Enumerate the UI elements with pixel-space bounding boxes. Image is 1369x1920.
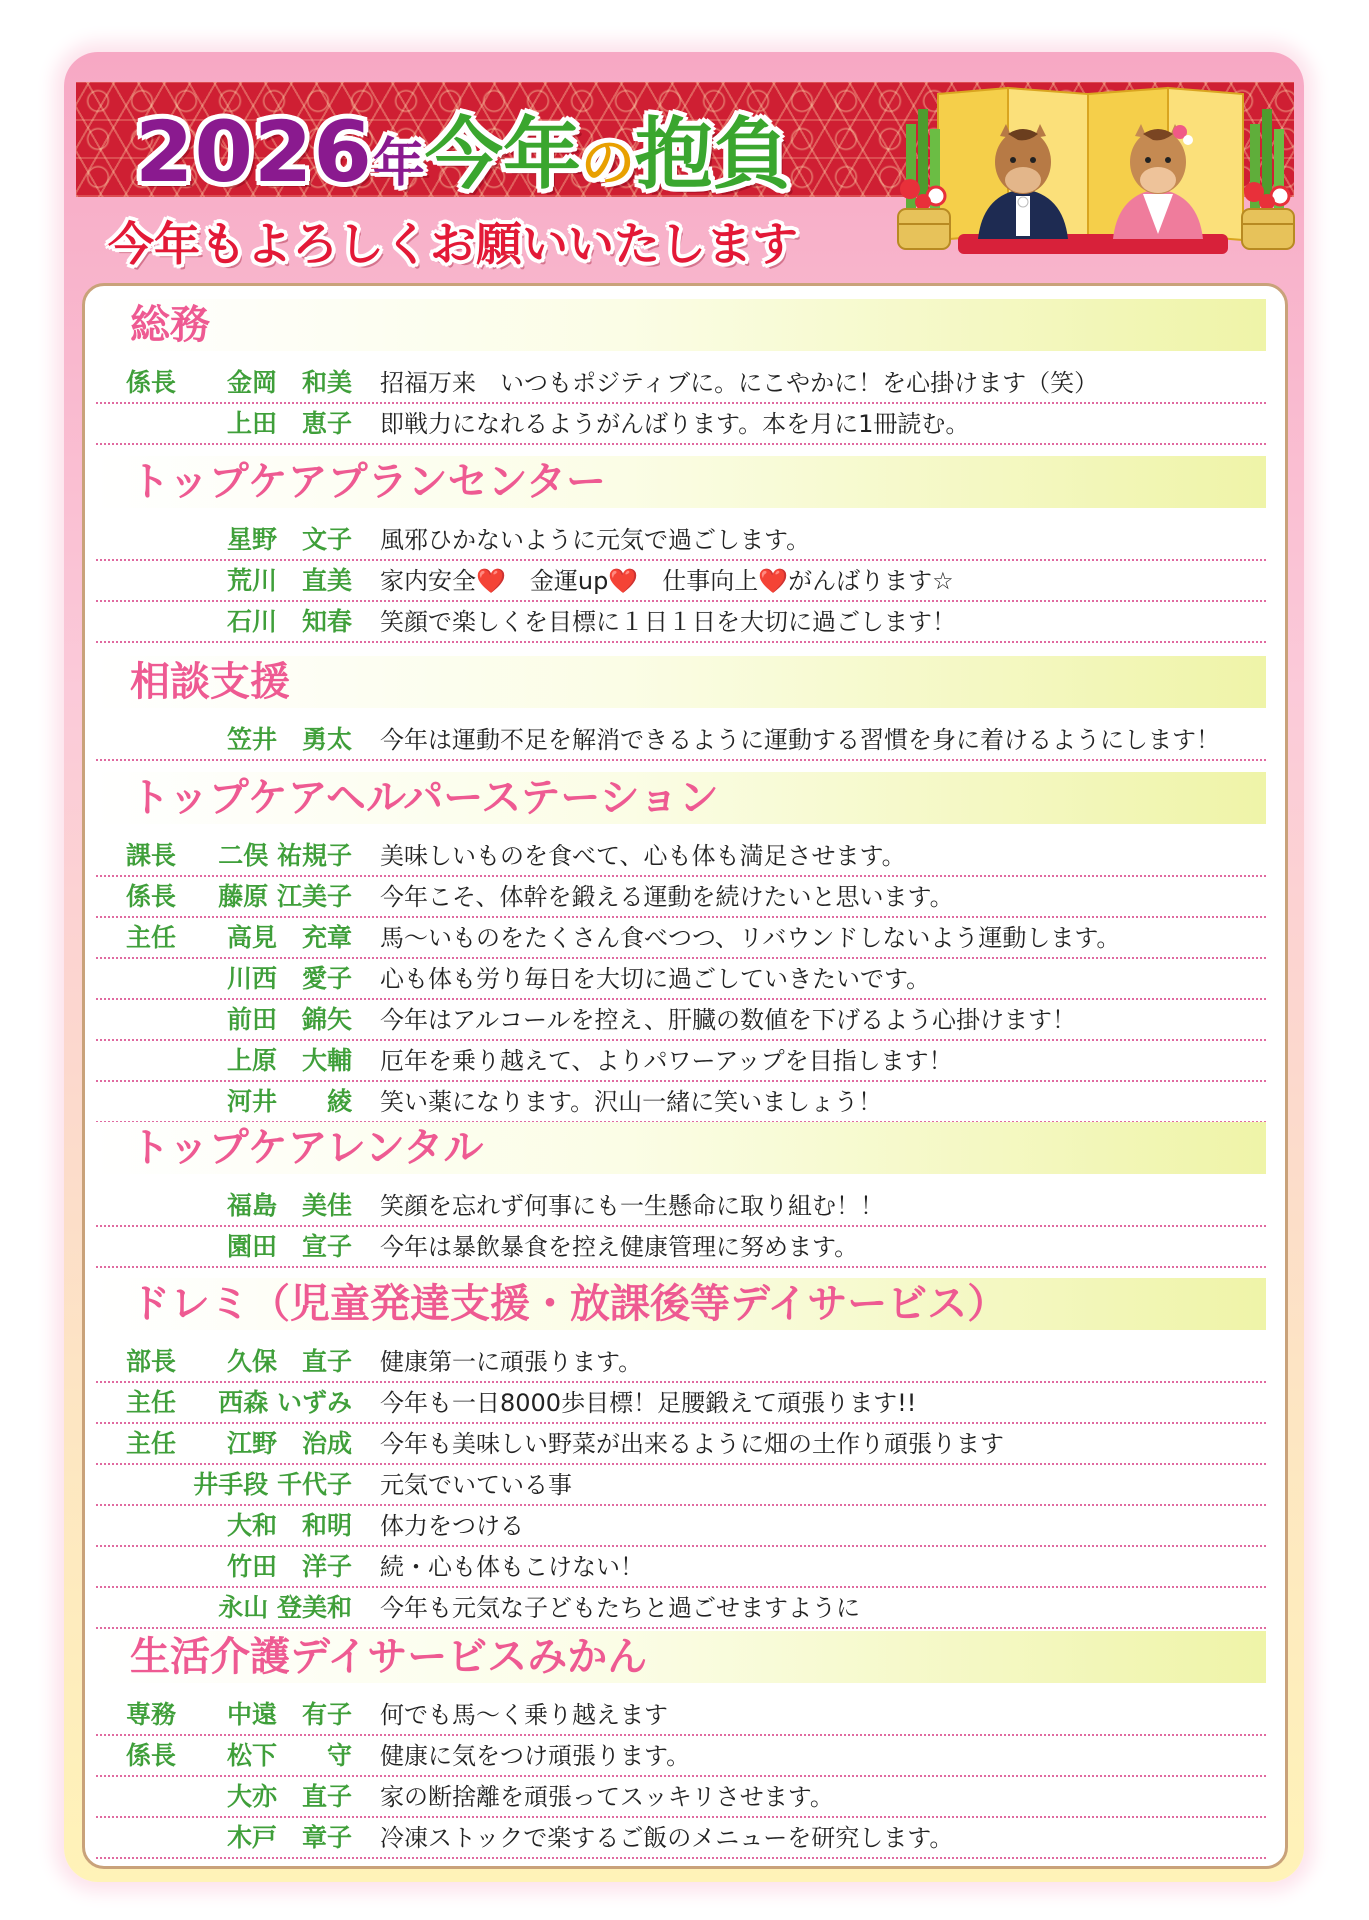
- member-goal: 家の断捨離を頑張ってスッキリさせます。: [380, 1783, 834, 1811]
- member-name: 前田 錦矢: [226, 1005, 352, 1034]
- member-name: 大和 和明: [226, 1511, 352, 1540]
- member-role: [126, 1227, 198, 1266]
- member-name: 園田 宣子: [226, 1232, 352, 1261]
- section-title: ドレミ（児童発達支援・放課後等デイサービス）: [96, 1278, 1266, 1330]
- member-name: 竹田 洋子: [226, 1552, 352, 1581]
- member-list: [96, 836, 1266, 1123]
- member-name: 二俣 祐規子: [218, 841, 352, 870]
- member-name: 永山 登美和: [218, 1593, 352, 1622]
- member-list: [96, 1186, 1266, 1268]
- member-goal: 続・心も体もこけない！: [380, 1553, 644, 1581]
- section-title: 相談支援: [96, 656, 1266, 708]
- member-role: [126, 1818, 198, 1857]
- member-row: [96, 1041, 1266, 1082]
- section-helper: [96, 772, 1266, 1123]
- member-row: [96, 1588, 1266, 1629]
- member-name: 藤原 江美子: [218, 882, 352, 911]
- page-title: [135, 92, 791, 201]
- member-row: [96, 1342, 1266, 1383]
- member-name: 星野 文子: [226, 525, 352, 554]
- member-goal: 今年はアルコールを控え、肝臓の数値を下げるよう心掛けます！: [380, 1006, 1076, 1034]
- member-row: [96, 1186, 1266, 1227]
- member-role: 主任: [126, 923, 177, 952]
- member-name: 高見 充章: [226, 923, 352, 952]
- member-row: [96, 836, 1266, 877]
- section-title: トップケアレンタル: [96, 1122, 1266, 1174]
- kadomatsu-right-icon: [1242, 109, 1294, 249]
- member-role: 主任: [126, 1429, 177, 1458]
- section-title: トップケアヘルパーステーション: [96, 772, 1266, 824]
- section-mikan: [96, 1631, 1266, 1859]
- section-soumu: [96, 299, 1266, 445]
- member-goal: 今年は暴飲暴食を控え健康管理に努めます。: [380, 1233, 859, 1261]
- member-role: [126, 1547, 198, 1586]
- member-role: [126, 1588, 198, 1627]
- member-role: [126, 720, 198, 759]
- section-careplan: [96, 456, 1266, 643]
- section-title: トップケアプランセンター: [96, 456, 1266, 508]
- member-goal: 今年も元気な子どもたちと過ごせますように: [380, 1594, 860, 1622]
- member-role: [126, 1465, 198, 1504]
- title-kotoshi: 今年: [424, 110, 581, 200]
- member-row: [96, 561, 1266, 602]
- member-name: 荒川 直美: [226, 566, 352, 595]
- member-list: [96, 1342, 1266, 1629]
- member-row: [96, 1777, 1266, 1818]
- title-nen: 年: [372, 134, 425, 194]
- member-name: 大亦 直子: [226, 1782, 352, 1811]
- member-goal: 今年も美味しい野菜が出来るように畑の土作り頑張ります: [380, 1430, 1004, 1458]
- member-role: [126, 1000, 198, 1039]
- member-goal: 家内安全❤️ 金運up❤️ 仕事向上❤️がんばります☆: [380, 567, 954, 595]
- member-row: [96, 877, 1266, 918]
- member-name: 松下 守: [226, 1741, 352, 1770]
- member-role: [126, 959, 198, 998]
- member-name: 川西 愛子: [226, 964, 352, 993]
- member-goal: 厄年を乗り越えて、よりパワーアップを目指します！: [380, 1047, 953, 1075]
- member-row: [96, 1383, 1266, 1424]
- member-role: [126, 520, 198, 559]
- member-role: 係長: [126, 882, 177, 911]
- member-role: [126, 1041, 198, 1080]
- member-row: [96, 1227, 1266, 1268]
- member-goal: 心も体も労り毎日を大切に過ごしていきたいです。: [380, 965, 931, 993]
- member-row: [96, 1506, 1266, 1547]
- member-row: [96, 1424, 1266, 1465]
- section-soudan: [96, 656, 1266, 761]
- member-name: 笠井 勇太: [226, 725, 352, 754]
- section-rental: [96, 1122, 1266, 1268]
- member-role: 係長: [126, 1741, 177, 1770]
- member-goal: 今年こそ、体幹を鍛える運動を続けたいと思います。: [380, 883, 954, 911]
- new-year-horses-illustration: [888, 84, 1298, 262]
- member-role: 主任: [126, 1388, 177, 1417]
- member-goal: 冷凍ストックで楽するご飯のメニューを研究します。: [380, 1824, 954, 1852]
- member-name: 金岡 和美: [226, 368, 352, 397]
- member-name: 石川 知春: [226, 607, 352, 636]
- greeting-subtitle: 今年もよろしくお願いいたします: [108, 217, 798, 271]
- title-no: の: [580, 131, 635, 194]
- member-name: 木戸 章子: [226, 1823, 352, 1852]
- member-goal: 風邪ひかないように元気で過ごします。: [380, 526, 811, 554]
- member-row: [96, 720, 1266, 761]
- member-list: [96, 720, 1266, 761]
- member-name: 久保 直子: [226, 1347, 352, 1376]
- member-row: [96, 1818, 1266, 1859]
- member-row: [96, 1082, 1266, 1123]
- member-goal: 笑い薬になります。沢山一緒に笑いましょう！: [380, 1088, 883, 1116]
- member-row: [96, 404, 1266, 445]
- member-name: 西森 いずみ: [218, 1388, 352, 1417]
- member-row: [96, 1736, 1266, 1777]
- member-goal: 美味しいものを食べて、心も体も満足させます。: [380, 842, 906, 870]
- member-name: 中遠 有子: [226, 1700, 352, 1729]
- member-name: 井手段 千代子: [193, 1470, 352, 1499]
- member-role: 係長: [126, 368, 177, 397]
- member-goal: 招福万来 いつもポジティブに。にこやかに！を心掛けます（笑）: [380, 369, 1099, 397]
- member-role: 専務: [126, 1700, 177, 1729]
- member-goal: 今年も一日8000歩目標！足腰鍛えて頑張ります!!: [380, 1389, 917, 1417]
- member-goal: 今年は運動不足を解消できるように運動する習慣を身に着けるようにします！: [380, 726, 1220, 754]
- member-row: [96, 959, 1266, 1000]
- member-list: [96, 363, 1266, 445]
- member-row: [96, 1465, 1266, 1506]
- member-row: [96, 1695, 1266, 1736]
- member-list: [96, 1695, 1266, 1859]
- member-goal: 体力をつける: [380, 1512, 524, 1540]
- member-role: [126, 561, 198, 600]
- member-role: [126, 1777, 198, 1816]
- member-goal: 馬～いものをたくさん食べつつ、リバウンドしないよう運動します。: [380, 924, 1121, 952]
- member-goal: 健康に気をつけ頑張ります。: [380, 1742, 691, 1770]
- member-name: 福島 美佳: [226, 1191, 352, 1220]
- member-role: [126, 1506, 198, 1545]
- member-row: [96, 520, 1266, 561]
- member-name: 上原 大輔: [226, 1046, 352, 1075]
- member-list: [96, 520, 1266, 643]
- member-name: 上田 恵子: [226, 409, 352, 438]
- member-goal: 元気でいている事: [380, 1471, 572, 1499]
- member-role: 部長: [126, 1347, 177, 1376]
- member-role: [126, 1082, 198, 1121]
- section-title: 総務: [96, 299, 1266, 351]
- member-role: [126, 602, 198, 641]
- section-title: 生活介護デイサービスみかん: [96, 1631, 1266, 1683]
- member-goal: 笑顔で楽しくを目標に１日１日を大切に過ごします！: [380, 608, 956, 636]
- member-goal: 笑顔を忘れず何事にも一生懸命に取り組む！！: [380, 1192, 884, 1220]
- member-goal: 即戦力になれるようがんばります。本を月に1冊読む。: [380, 410, 970, 438]
- member-row: [96, 363, 1266, 404]
- member-role: [126, 1186, 198, 1225]
- member-goal: 健康第一に頑張ります。: [380, 1348, 643, 1376]
- member-goal: 何でも馬～く乗り越えます: [380, 1701, 668, 1729]
- section-doremi: [96, 1278, 1266, 1629]
- member-name: 河井 綾: [226, 1087, 352, 1116]
- title-year: 2026: [135, 103, 373, 201]
- member-role: 課長: [126, 841, 177, 870]
- title-houfu: 抱負: [634, 110, 791, 200]
- member-name: 江野 治成: [226, 1429, 352, 1458]
- member-role: [126, 404, 198, 443]
- member-row: [96, 1000, 1266, 1041]
- member-row: [96, 918, 1266, 959]
- member-row: [96, 602, 1266, 643]
- member-row: [96, 1547, 1266, 1588]
